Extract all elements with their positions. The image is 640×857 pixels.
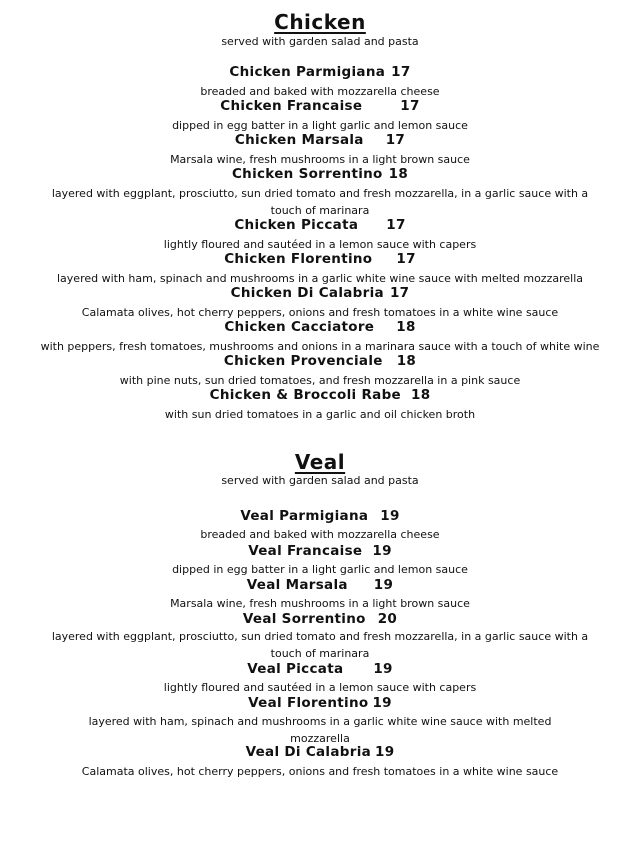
menu-item-description: lightly floured and sautéed in a lemon sauce with capers — [163, 238, 477, 251]
menu-item-name — [0, 661, 640, 677]
menu-item-description: Marsala wine, fresh mushrooms in a light brown sauce — [170, 597, 470, 610]
menu-item-name — [0, 353, 640, 369]
menu-item-description: breaded and baked with mozzarella cheese — [200, 528, 440, 541]
chicken-section-subtitle: served with garden salad and pasta — [221, 35, 419, 48]
menu-item-description: dipped in egg batter in a light garlic and lemon sauce — [172, 119, 468, 132]
menu-item-name — [0, 543, 640, 559]
menu-item-name — [0, 744, 640, 760]
menu-item-name — [0, 217, 640, 233]
dish-name: Chicken Florentino — [224, 251, 373, 267]
menu-item-description: Marsala wine, fresh mushrooms in a light brown sauce — [170, 153, 470, 166]
menu-item-description: with peppers, fresh tomatoes, mushrooms and onions in a marinara sauce with a touch of white wine — [40, 340, 600, 353]
menu-item-name — [0, 611, 640, 627]
menu-item-description: breaded and baked with mozzarella cheese — [200, 85, 440, 98]
dish-name: Chicken Marsala — [234, 132, 364, 148]
dish-price: 18 — [388, 166, 409, 182]
dish-price: 18 — [396, 319, 416, 335]
menu-item-description: dipped in egg batter in a light garlic and lemon sauce — [172, 563, 468, 576]
menu-item-description: layered with ham, spinach and mushrooms in a garlic white wine sauce with melted mozzarella — [57, 272, 583, 285]
dish-name: Veal Francaise — [248, 543, 363, 559]
menu-item-name — [0, 132, 640, 148]
menu-item-description: with sun dried tomatoes in a garlic and oil chicken broth — [164, 408, 476, 421]
dish-price: 18 — [396, 353, 417, 369]
dish-price: 19 — [375, 744, 395, 760]
dish-price: 17 — [391, 64, 411, 80]
dish-name: Chicken Sorrentino — [231, 166, 383, 182]
dish-price: 19 — [372, 543, 392, 559]
dish-name: Veal Florentino — [248, 695, 369, 711]
menu-item-name — [0, 166, 640, 182]
dish-price: 19 — [380, 508, 400, 524]
dish-name: Chicken Di Calabria — [230, 285, 384, 301]
menu-item-description: layered with eggplant, prosciutto, sun dried tomato and fresh mozzarella, in a garlic sauce with a touch of marinara — [51, 630, 589, 660]
menu-item-name — [0, 319, 640, 335]
dish-price: 20 — [377, 611, 398, 627]
menu-item-description: layered with ham, spinach and mushrooms in a garlic white wine sauce with melted mozzarella — [88, 715, 552, 745]
menu-item-description: Calamata olives, hot cherry peppers, onions and fresh tomatoes in a white wine sauce — [81, 765, 559, 778]
veal-section-subtitle: served with garden salad and pasta — [221, 474, 419, 487]
dish-price: 17 — [386, 217, 406, 233]
dish-name: Chicken Cacciatore — [224, 319, 375, 335]
menu-item-name — [0, 508, 640, 524]
menu-item-name — [0, 64, 640, 80]
veal-section-title: Veal — [294, 450, 346, 474]
dish-name: Veal Parmigiana — [240, 508, 369, 524]
menu-item-name — [0, 577, 640, 593]
menu-item-name — [0, 285, 640, 301]
menu-item-name — [0, 695, 640, 711]
dish-name: Veal Sorrentino — [242, 611, 366, 627]
dish-price: 19 — [372, 695, 392, 711]
dish-name: Veal Di Calabria — [245, 744, 372, 760]
menu-item-description: with pine nuts, sun dried tomatoes, and fresh mozzarella in a pink sauce — [119, 374, 521, 387]
dish-price: 17 — [389, 285, 410, 301]
dish-price: 17 — [400, 98, 420, 114]
dish-price: 17 — [396, 251, 416, 267]
dish-name: Chicken & Broccoli Rabe — [209, 387, 401, 403]
dish-price: 19 — [373, 577, 394, 593]
dish-name: Chicken Provenciale — [223, 353, 383, 369]
dish-name: Veal Marsala — [246, 577, 348, 593]
menu-item-description: lightly floured and sautéed in a lemon sauce with capers — [163, 681, 477, 694]
dish-price: 18 — [411, 387, 431, 403]
chicken-section-title: Chicken — [274, 10, 366, 34]
dish-name: Chicken Parmigiana — [229, 64, 386, 80]
menu-item-name — [0, 387, 640, 403]
menu-item-name — [0, 98, 640, 114]
menu-item-name — [0, 251, 640, 267]
dish-price: 17 — [385, 132, 406, 148]
dish-name: Chicken Francaise — [220, 98, 363, 114]
menu-item-description: Calamata olives, hot cherry peppers, onions and fresh tomatoes in a white wine sauce — [81, 306, 559, 319]
dish-price: 19 — [373, 661, 393, 677]
dish-name: Veal Piccata — [247, 661, 344, 677]
menu-item-description: layered with eggplant, prosciutto, sun dried tomato and fresh mozzarella, in a garlic sauce with a touch of marinara — [51, 187, 589, 217]
dish-name: Chicken Piccata — [234, 217, 359, 233]
